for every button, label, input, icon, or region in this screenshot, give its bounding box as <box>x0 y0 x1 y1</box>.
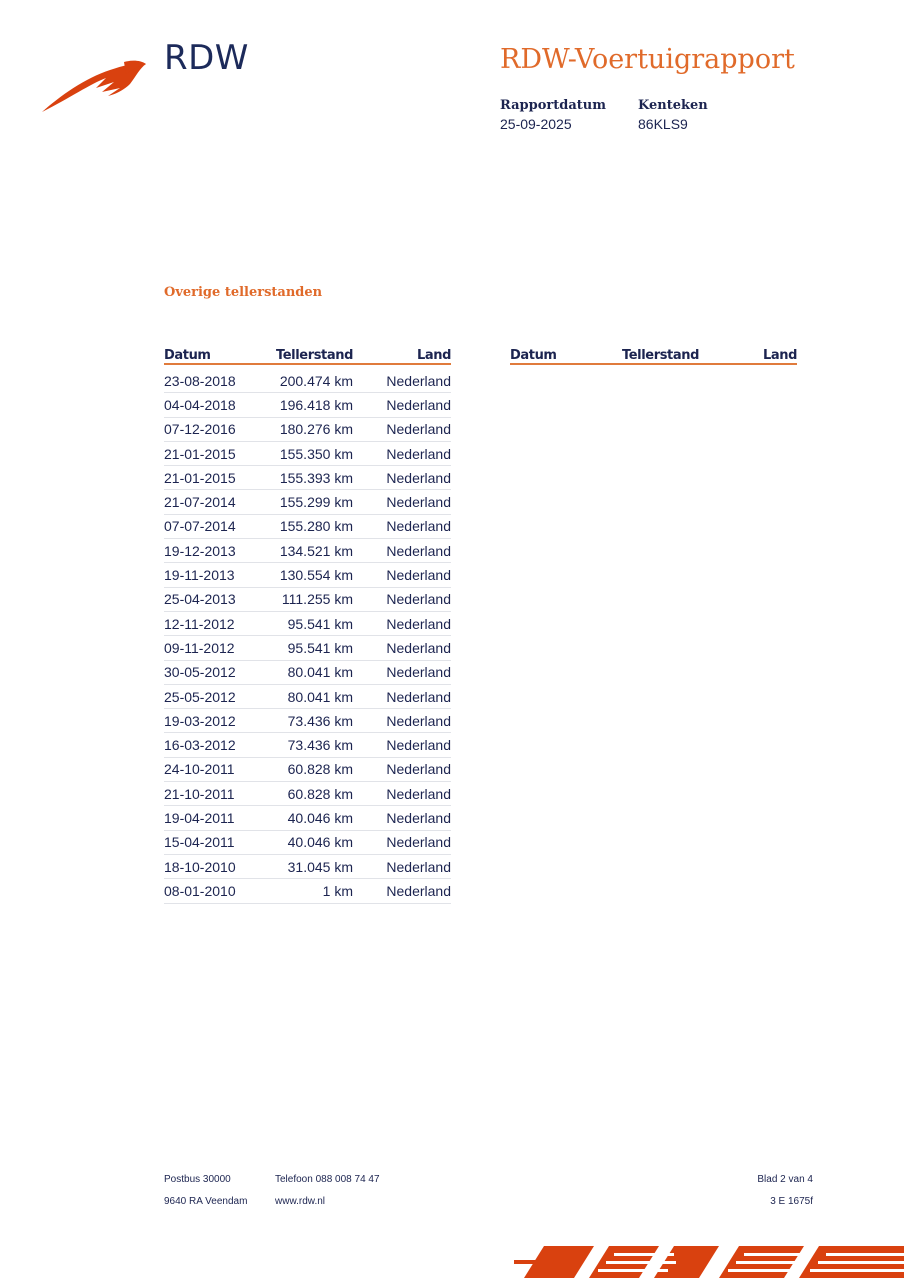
col-tellerstand: Tellerstand <box>610 343 699 364</box>
cell-datum: 07-07-2014 <box>164 514 264 538</box>
cell-land: Nederland <box>353 417 451 441</box>
cell-tellerstand: 180.276 km <box>264 417 353 441</box>
table-row <box>164 364 451 393</box>
license-plate-label: Kenteken <box>638 98 708 113</box>
cell-land: Nederland <box>353 611 451 635</box>
cell-datum: 25-04-2013 <box>164 587 264 611</box>
cell-land: Nederland <box>353 393 451 417</box>
table-row <box>164 757 451 781</box>
footer-website[interactable]: www.rdw.nl <box>275 1196 326 1207</box>
cell-datum: 07-12-2016 <box>164 417 264 441</box>
table-row <box>164 539 451 563</box>
cell-tellerstand: 95.541 km <box>264 636 353 660</box>
table-row <box>164 587 451 611</box>
cell-land: Nederland <box>353 733 451 757</box>
cell-tellerstand: 155.280 km <box>264 514 353 538</box>
col-datum: Datum <box>510 343 610 364</box>
table-row <box>164 806 451 830</box>
footer-page-number: Blad 2 van 4 <box>757 1174 813 1185</box>
cell-datum: 12-11-2012 <box>164 611 264 635</box>
cell-datum: 21-01-2015 <box>164 441 264 465</box>
cell-land: Nederland <box>353 684 451 708</box>
cell-tellerstand: 134.521 km <box>264 539 353 563</box>
table-row <box>164 709 451 733</box>
report-date-label: Rapportdatum <box>500 98 606 113</box>
cell-datum: 19-11-2013 <box>164 563 264 587</box>
cell-tellerstand: 60.828 km <box>264 757 353 781</box>
table-row <box>164 563 451 587</box>
cell-datum: 18-10-2010 <box>164 854 264 878</box>
cell-land: Nederland <box>353 514 451 538</box>
table-row <box>164 636 451 660</box>
cell-land: Nederland <box>353 364 451 393</box>
cell-tellerstand: 31.045 km <box>264 854 353 878</box>
cell-land: Nederland <box>353 466 451 490</box>
table-row <box>164 854 451 878</box>
cell-tellerstand: 80.041 km <box>264 660 353 684</box>
cell-tellerstand: 40.046 km <box>264 830 353 854</box>
cell-datum: 21-10-2011 <box>164 782 264 806</box>
rdw-logo-icon <box>40 58 150 116</box>
cell-datum: 19-03-2012 <box>164 709 264 733</box>
cell-tellerstand: 200.474 km <box>264 364 353 393</box>
rdw-stripes-icon <box>514 1244 904 1280</box>
report-title: RDW-Voertuigrapport <box>500 44 795 75</box>
table-row <box>164 684 451 708</box>
table-row <box>164 830 451 854</box>
report-date-value: 25-09-2025 <box>500 116 572 132</box>
cell-tellerstand: 130.554 km <box>264 563 353 587</box>
table-row <box>164 393 451 417</box>
table-row <box>164 879 451 903</box>
cell-tellerstand: 111.255 km <box>264 587 353 611</box>
cell-datum: 16-03-2012 <box>164 733 264 757</box>
col-land: Land <box>353 343 451 364</box>
cell-datum: 08-01-2010 <box>164 879 264 903</box>
cell-tellerstand: 196.418 km <box>264 393 353 417</box>
table-row <box>164 417 451 441</box>
cell-land: Nederland <box>353 587 451 611</box>
col-land: Land <box>699 343 797 364</box>
footer-address: 9640 RA Veendam <box>164 1196 248 1207</box>
cell-datum: 19-04-2011 <box>164 806 264 830</box>
cell-tellerstand: 73.436 km <box>264 733 353 757</box>
cell-land: Nederland <box>353 563 451 587</box>
cell-tellerstand: 155.299 km <box>264 490 353 514</box>
cell-land: Nederland <box>353 830 451 854</box>
cell-tellerstand: 1 km <box>264 879 353 903</box>
cell-datum: 24-10-2011 <box>164 757 264 781</box>
table-header-row <box>164 343 451 364</box>
cell-land: Nederland <box>353 539 451 563</box>
cell-tellerstand: 155.393 km <box>264 466 353 490</box>
table-row <box>164 611 451 635</box>
table-row <box>164 733 451 757</box>
cell-datum: 19-12-2013 <box>164 539 264 563</box>
table-header-row <box>510 343 797 364</box>
cell-tellerstand: 80.041 km <box>264 684 353 708</box>
odometer-table-right <box>510 343 797 365</box>
odometer-table-left <box>164 343 451 904</box>
footer-postbus: Postbus 30000 <box>164 1174 231 1185</box>
cell-datum: 21-07-2014 <box>164 490 264 514</box>
cell-datum: 30-05-2012 <box>164 660 264 684</box>
cell-tellerstand: 40.046 km <box>264 806 353 830</box>
cell-land: Nederland <box>353 782 451 806</box>
cell-tellerstand: 95.541 km <box>264 611 353 635</box>
report-date-block <box>500 98 606 132</box>
cell-tellerstand: 73.436 km <box>264 709 353 733</box>
cell-datum: 23-08-2018 <box>164 364 264 393</box>
license-plate-block <box>638 98 708 132</box>
footer-telefoon: Telefoon 088 008 74 47 <box>275 1174 380 1185</box>
cell-land: Nederland <box>353 806 451 830</box>
cell-datum: 21-01-2015 <box>164 466 264 490</box>
cell-land: Nederland <box>353 757 451 781</box>
table-row <box>164 660 451 684</box>
license-plate-value: 86KLS9 <box>638 116 688 132</box>
cell-land: Nederland <box>353 490 451 514</box>
cell-land: Nederland <box>353 660 451 684</box>
section-title: Overige tellerstanden <box>164 285 323 300</box>
cell-tellerstand: 155.350 km <box>264 441 353 465</box>
cell-datum: 04-04-2018 <box>164 393 264 417</box>
footer-code: 3 E 1675f <box>770 1196 813 1207</box>
col-datum: Datum <box>164 343 264 364</box>
table-row <box>164 782 451 806</box>
cell-land: Nederland <box>353 709 451 733</box>
table-row <box>164 441 451 465</box>
rdw-logo-text: RDW <box>164 38 249 78</box>
cell-land: Nederland <box>353 441 451 465</box>
cell-datum: 09-11-2012 <box>164 636 264 660</box>
table-row <box>164 490 451 514</box>
col-tellerstand: Tellerstand <box>264 343 353 364</box>
table-row <box>164 466 451 490</box>
cell-land: Nederland <box>353 636 451 660</box>
cell-datum: 15-04-2011 <box>164 830 264 854</box>
table-row <box>164 514 451 538</box>
cell-land: Nederland <box>353 879 451 903</box>
cell-datum: 25-05-2012 <box>164 684 264 708</box>
cell-tellerstand: 60.828 km <box>264 782 353 806</box>
cell-land: Nederland <box>353 854 451 878</box>
